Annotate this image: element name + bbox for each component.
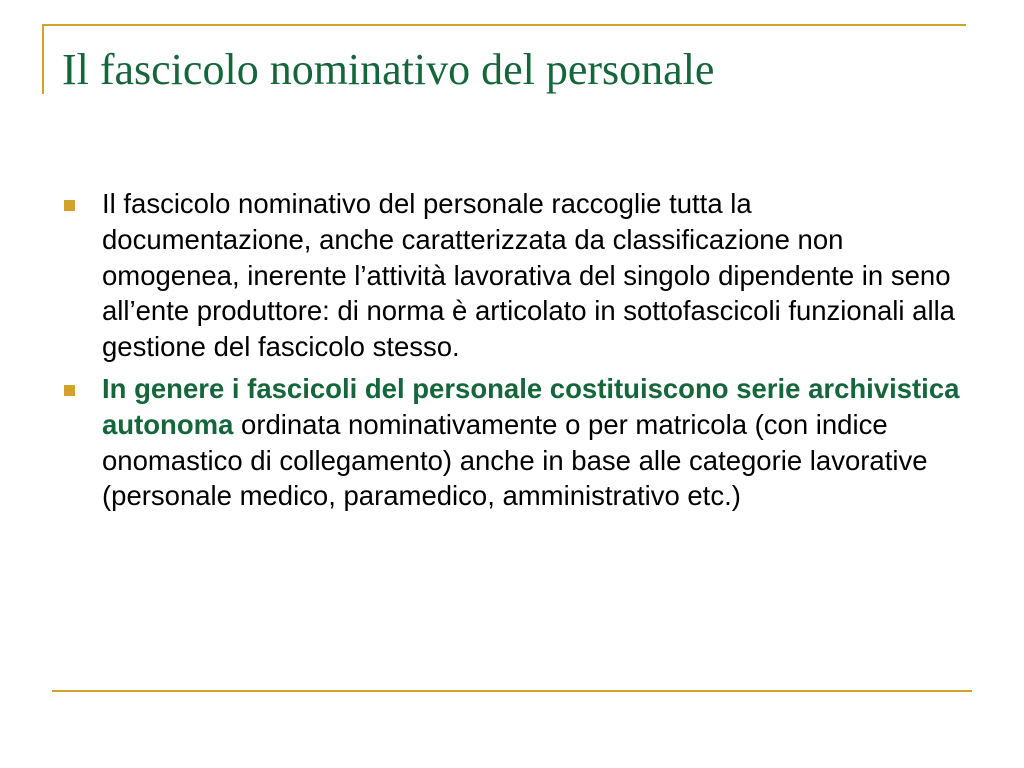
left-decorative-rule [42, 24, 44, 94]
bullet-2-text: ordinata nominativamente o per matricola (con indice onomastico di collegamento) anche in base alle categorie lavorative (personale medico, paramedico, amministrativo etc.) [102, 408, 928, 512]
bullet-2-emphasis: In genere i fascicoli del personale costituiscono serie archivistica autonoma [102, 372, 960, 440]
square-bullet-icon [64, 200, 75, 211]
bullet-item-2 [60, 371, 968, 514]
bullet-1-text: Il fascicolo nominativo del personale raccoglie tutta la documentazione, anche caratterizzata da classificazione non omogenea, inerente l’attività lavorativa del singolo dipendente in seno all’ente produttore: di norma è articolato in sottofascicoli funzionali alla gestione del fascicolo stesso. [102, 188, 955, 363]
top-decorative-rule [42, 24, 966, 26]
bottom-decorative-rule [52, 690, 972, 692]
square-bullet-icon [64, 385, 75, 396]
bullet-item-1 [60, 186, 968, 365]
bullet-list [60, 186, 968, 520]
slide-title: Il fascicolo nominativo del personale [62, 45, 715, 94]
